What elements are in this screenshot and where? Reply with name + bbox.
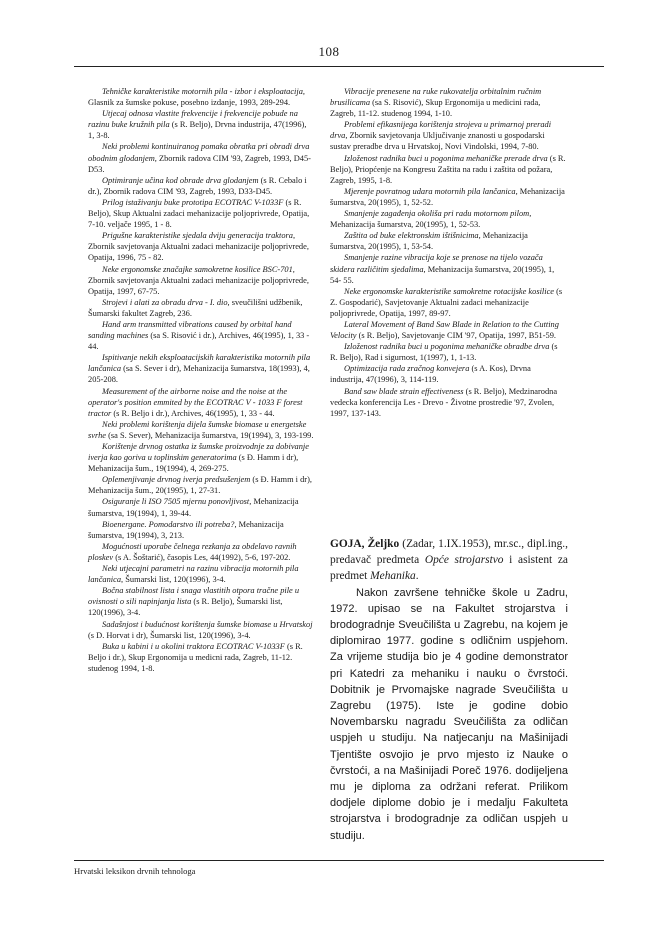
bibliography-entry (88, 297, 314, 319)
entry-title: Osiguranje li ISO 7505 mjernu ponovljivost (102, 497, 250, 507)
bibliography-entry (330, 252, 566, 285)
bibliography-entry (88, 319, 314, 352)
entry-title: Neke ergonomske značajke samokretne kosilice BSC-701 (102, 264, 293, 274)
entry-details: (s R. Beljo i dr.), Skup Ergonomija u medicni rada, Zagreb, 11-12. studenog 1994, 1-8. (88, 641, 303, 673)
entry-title: Izloženost radnika buci u pogonima mehaničke obradbe drva (344, 342, 550, 352)
entry-details: , Mehanizacija šumarstva, 19(1994), 3, 213. (88, 519, 284, 540)
entry-title: Korištenje drvnog ostatka iz šumske proizvodnje za dobivanje iverja kao goriva u toplinskim generatorima (88, 442, 309, 463)
bibliography-entry (88, 474, 314, 496)
entry-details: , Zbornik savjetovanja Aktualni zadaci mehanizacije poljoprivrede, Opatija, 1996, 75 - 82. (88, 231, 309, 263)
bibliography-entry (88, 264, 314, 297)
entry-title: Hand arm transmitted vibrations caused by orbital hand sanding machines (88, 319, 292, 341)
subject-1: Opće strojarstvo (424, 554, 504, 567)
entry-details: (sa S. Sever), Mehanizacija šumarstva, 19(1994), 3, 193-199. (106, 430, 314, 440)
entry-details: (sa S. Sever i dr), Mehanizacija šumarstva, 18(1993), 4, 205-208. (88, 364, 310, 385)
bibliography-entry (88, 541, 314, 563)
entry-details: (sa S. Risović i dr.), Archives, 46(1995), 1, 33 - 44. (88, 331, 310, 352)
entry-details: (s A. Kos), Drvna industrija, 47(1996), 3, 114-119. (330, 364, 531, 385)
entry-details: (s R. Beljo i dr.), Archives, 46(1995), 1, 33 - 44. (111, 408, 275, 418)
bibliography-entry (330, 186, 566, 208)
subject-2: Mehanika (370, 570, 416, 583)
bibliography-entry (88, 419, 314, 441)
entry-title: Prigušne karakteristike sjedala dviju generacija traktora (102, 231, 293, 241)
bibliography-entry (88, 641, 314, 674)
entry-title: Smanjenje razine vibracija koje se prenose na tijelo vozača skidera različitim sjedalima (330, 253, 543, 274)
entry-details: (s R. Beljo), Skup Aktualni zadaci mehanizacije poljoprivrede, Opatija, 7-10. veljače 1995, 1 - 8. (88, 197, 310, 230)
bibliography-entry (88, 86, 314, 108)
entry-title: Smanjenje zagađenja okoliša pri radu motornom pilom (344, 209, 530, 219)
entry-details: (sa S. Risović), Skup Ergonomija u medicini rada, Zagreb, 11-12. studenog 1994, 1-10. (330, 98, 541, 119)
bibliography-entry (330, 86, 566, 119)
entry-details: (s Đ. Hamm i dr), Mehanizacija šum., 20(1995), 1, 27-31. (88, 475, 312, 496)
bibliography-entry (88, 175, 314, 197)
entry-details: (s Z. Gospodarić), Savjetovanje Aktualni zadaci mehanizacije poljoprivrede, Opatija, 1997, 89-97. (330, 286, 563, 318)
bibliography-entry (88, 441, 314, 474)
bibliography-entry (330, 363, 566, 385)
bibliography-entry (88, 519, 314, 541)
bibliography-entry (330, 208, 566, 230)
entry-details: , Šumarski list, 120(1996), 3-4. (121, 575, 226, 585)
entry-title: Bočna stabilnost lista i snaga vlastitih otpora tračne pile u ovisnosti o sili napinjanja lista (88, 586, 300, 607)
entry-title: Oplemenjivanje drvnog iverja predsušenjem (102, 475, 251, 485)
entry-title: Mjerenje povratnog udara motornih pila lančanica (344, 186, 516, 196)
entry-details: (s R. Cebalo i dr.), Zbornik radova CIM '93, Zagreb, 1993, D33-D45. (88, 175, 307, 196)
entry-title: Vibracije prenesene na ruke rukovatelja orbitalnim ručnim brusilicama (330, 87, 542, 108)
entry-details: (s R. Beljo), Rad i sigurnost, 1(1997), 1, 1-13. (330, 342, 558, 363)
entry-title: Izloženost radnika buci u pogonima mehaničke prerade drva (344, 153, 548, 163)
entry-title: Neki problemi korištenja dijela šumske biomase u energetske svrhe (88, 419, 307, 440)
biography-end: . (415, 570, 419, 583)
entry-details: (s D. Horvat i dr), Šumarski list, 120(1996), 3-4. (88, 630, 251, 640)
entry-title: Prilog istaživanju buke prototipa ECOTRAC V-1033F (102, 197, 284, 207)
biography-intro: (Zadar, 1.IX.1953), mr.sc., dipl.ing., predavač predmeta (330, 538, 568, 567)
entry-title: Optimizacija rada zračnog konvejera (344, 364, 470, 374)
entry-title: Measurement of the airborne noise and the noise at the operator's position emmited by the ECOTRAC V - 1033 F forest tractor (88, 386, 303, 418)
entry-title: Strojevi i alati za obradu drva - I. dio (102, 297, 228, 307)
entry-details: , Mehanizacija šumarstva, 20(1995), 1, 54- 55. (330, 264, 555, 285)
entry-details: , Glasnik za šumske pokuse, posebno izdanje, 1993, 289-294. (88, 87, 305, 108)
entry-details: , Zbornik radova CIM '93, Zagreb, 1993, D45-D53. (88, 153, 311, 174)
entry-title: Problemi efikasnijega korištenja strojeva u primarnoj preradi drva (330, 120, 552, 141)
entry-details: , sveučilišni udžbenik, Šumarski fakultet Zagreb, 236. (88, 297, 303, 318)
entry-details: (s R. Beljo), Drvna industrija, 47(1996), 1, 3-8. (88, 120, 307, 141)
bibliography-entry (88, 496, 314, 518)
bibliography-entry (330, 230, 566, 252)
biography-mid: i asistent za predmet (330, 554, 568, 583)
bibliography-entry (330, 341, 566, 363)
bibliography-entry (88, 619, 314, 641)
footer-title: Hrvatski leksikon drvnih tehnologa (74, 866, 196, 876)
entry-title: Optimiranje učina kod obrade drva glodanjem (102, 175, 259, 185)
bibliography-entry (330, 153, 566, 186)
entry-details: , Mehanizacija šumarstva, 20(1995), 1, 53-54. (330, 231, 528, 252)
bibliography-entry (88, 563, 314, 585)
bibliography-entry (88, 386, 314, 419)
entry-title: Buka u kabini i u okolini traktora ECOTRAC V-1033F (102, 641, 285, 651)
entry-title: Neki utjecajni parametri na razinu vibracija motornih pila lančanica (88, 564, 299, 585)
bibliography-entry (88, 141, 314, 174)
header-rule (74, 66, 604, 67)
bibliography-entry (88, 108, 314, 141)
entry-details: , Mehanizacija šumarstva, 20(1995), 1, 52-52. (330, 186, 565, 207)
entry-details: (s R. Beljo), Priopćenje na Kongresu Zaštita na radu i zaštita od požara, Zagreb, 1995, 1-8. (330, 153, 566, 185)
entry-details: (s Đ. Hamm i dr), Mehanizacija šum., 19(1994), 4, 269-275. (88, 453, 299, 474)
bibliography-entry (88, 352, 314, 385)
person-name: GOJA, Željko (330, 538, 400, 550)
entry-details: , Mehanizacija šumarstva, 20(1995), 1, 52-53. (330, 209, 532, 230)
bibliography-entry (330, 386, 566, 419)
bibliography-left-column (88, 86, 314, 674)
entry-details: (s R. Beljo), Šumarski list, 120(1996), 3-4. (88, 597, 283, 618)
entry-details: , Zbornik savjetovanja Aktualni zadaci mehanizacije poljoprivrede, Opatija, 1997, 67-75. (88, 264, 309, 296)
entry-title: Band saw blade strain effectiveness (344, 386, 464, 396)
entry-details: , Mehanizacija šumarstva, 19(1994), 1, 39-44. (88, 497, 299, 518)
biography-entry (330, 536, 568, 844)
page-number: 108 (318, 44, 340, 59)
bibliography-entry (88, 197, 314, 230)
entry-details: , Zbornik savjetovanja Uključivanje znanosti u gospodarski sustav preradbe drva u Hrvatskoj, Novi Vindolski, 1994, 7-80. (330, 131, 545, 152)
bibliography-entry (88, 585, 314, 618)
bibliography-entry (88, 230, 314, 263)
entry-title: Neke ergonomske karakteristike samokretne rotacijske kosilice (344, 286, 554, 296)
entry-title: Bioenergane. Pomodarstvo ili potreba? (102, 519, 235, 529)
bibliography-entry (330, 319, 566, 341)
entry-title: Mogućnosti uporabe čelnega rezkanja za obdelavo ravnih ploskev (88, 541, 297, 562)
bibliography-entry (330, 286, 566, 319)
entry-details: (s R. Beljo), Savjetovanje CIM '97, Opatija, 1997, B51-59. (356, 331, 556, 341)
entry-details: (s A. Šoštarić), časopis Les, 44(1992), 5-6, 197-202. (113, 552, 291, 562)
entry-title: Utjecaj odnosa vlastite frekvencije i frekvencije pobude na razinu buke kružnih pila (88, 109, 298, 130)
biography-paragraph: Nakon završene tehničke škole u Zadru, 1972. upisao se na Fakultet strojarstva i brodogradnje Sveučilišta u Zagrebu, na kojem je diplomirao 1977. godine s odličnim uspjehom. Za vrijeme studija bio je 4 godine demonstrator pri Katedri za mehaniku i nauku o čvrstoći. Dobitnik je Prvomajske nagrade Sveučilišta u Zagrebu (1975). Iste je godine dobio Novembarsku nagradu Sveučilišta za odličan uspjeh u studiju. Na natjecanju na Mašinijadi Tjentište osvojio je prvo mjesto iz Nauke o čvrstoći, a na Mašinijadi Poreč 1976. dodijeljena mu je diploma za održani referat. Prilikom dodjele diplome dobio je i medalju Fakulteta strojarstva i brodogradnje za odličan uspjeh u studiju. (330, 586, 568, 842)
entry-title: Lateral Movement of Band Saw Blade in Relation to the Cutting Velocity (330, 319, 559, 341)
bibliography-entry (330, 119, 566, 152)
entry-title: Tehničke karakteristike motornih pila - izbor i eksploatacija (102, 87, 303, 96)
entry-title: Neki problemi kontinuiranog pomaka obratka pri obradi drva obodnim glodanjem (88, 142, 310, 163)
entry-details: (s R. Beljo), Medzinarodna vedecka konferencija Les - Drevo - Životne prostredie '97, Zvolen, 1997, 137-143. (330, 386, 558, 418)
footer-rule (74, 860, 604, 861)
bibliography-right-column (330, 86, 566, 419)
entry-title: Zaštita od buke elektronskim ištišnicima (344, 231, 479, 241)
biography-heading (330, 536, 568, 585)
entry-title: Sadašnjost i budućnost korištenja šumske biomase u Hrvatskoj (102, 619, 313, 629)
entry-title: Ispitivanje nekih eksploatacijskih karakteristika motornih pila lančanica (88, 353, 311, 374)
